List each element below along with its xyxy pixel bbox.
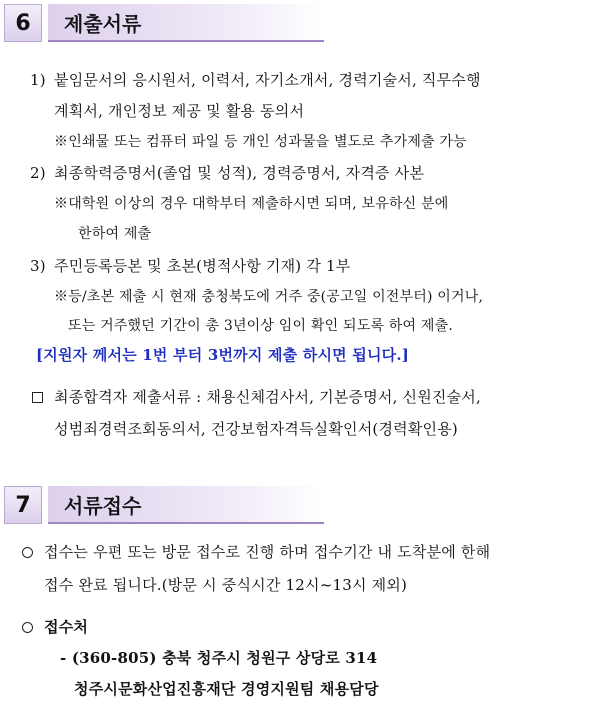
item-3-note-1: ※등/초본 제출 시 현재 충청북도에 거주 중(공고일 이전부터) 이거나, xyxy=(54,289,484,305)
item-2-note-2: 한하여 제출 xyxy=(78,226,152,242)
item-2-line-1: 최종학력증명서(졸업 및 성적), 경력증명서, 자격증 사본 xyxy=(54,164,425,182)
receipt-place-label: 접수처 xyxy=(44,618,89,636)
submission-highlight: [지원자 께서는 1번 부터 3번까지 제출 하시면 됩니다.] xyxy=(36,346,410,364)
item-1-note: ※인쇄물 또는 컴퓨터 파일 등 개인 성과물을 별도로 추가제출 가능 xyxy=(54,134,467,150)
item-1-marker: 1) xyxy=(30,71,46,89)
item-3-marker: 3) xyxy=(30,257,46,275)
item-2-note-1: ※대학원 이상의 경우 대학부터 제출하시면 되며, 보유하신 분에 xyxy=(54,196,449,212)
receipt-line-2: 접수 완료 됩니다.(방문 시 중식시간 12시~13시 제외) xyxy=(44,576,408,594)
final-line-2: 성범죄경력조회동의서, 건강보험자격득실확인서(경력확인용) xyxy=(54,420,458,438)
section-number-badge: 7 xyxy=(4,486,42,524)
section-7-header xyxy=(4,486,324,524)
section-title: 제출서류 xyxy=(48,4,324,42)
bullet-circle-icon xyxy=(22,622,33,633)
section-6-header xyxy=(4,4,324,42)
item-2-marker: 2) xyxy=(30,164,46,182)
final-line-1: 최종합격자 제출서류 : 채용신체검사서, 기본증명서, 신원진술서, xyxy=(54,388,481,406)
receipt-address: - (360-805) 충북 청주시 청원구 상당로 314 xyxy=(60,649,378,667)
item-1-line-1: 붙임문서의 응시원서, 이력서, 자기소개서, 경력기술서, 직무수행 xyxy=(54,71,481,89)
section-number-badge: 6 xyxy=(4,4,42,42)
section-title: 서류접수 xyxy=(48,486,324,524)
checkbox-square-icon xyxy=(32,392,43,403)
receipt-line-1: 접수는 우편 또는 방문 접수로 진행 하며 접수기간 내 도착분에 한해 xyxy=(44,543,491,561)
item-1-line-2: 계획서, 개인정보 제공 및 활용 동의서 xyxy=(54,102,305,120)
receipt-organization: 청주시문화산업진흥재단 경영지원팀 채용담당 xyxy=(74,680,379,698)
item-3-line-1: 주민등록등본 및 초본(병적사항 기재) 각 1부 xyxy=(54,257,351,275)
bullet-circle-icon xyxy=(22,547,33,558)
item-3-note-2: 또는 거주했던 기간이 총 3년이상 임이 확인 되도록 하여 제출. xyxy=(68,318,453,334)
